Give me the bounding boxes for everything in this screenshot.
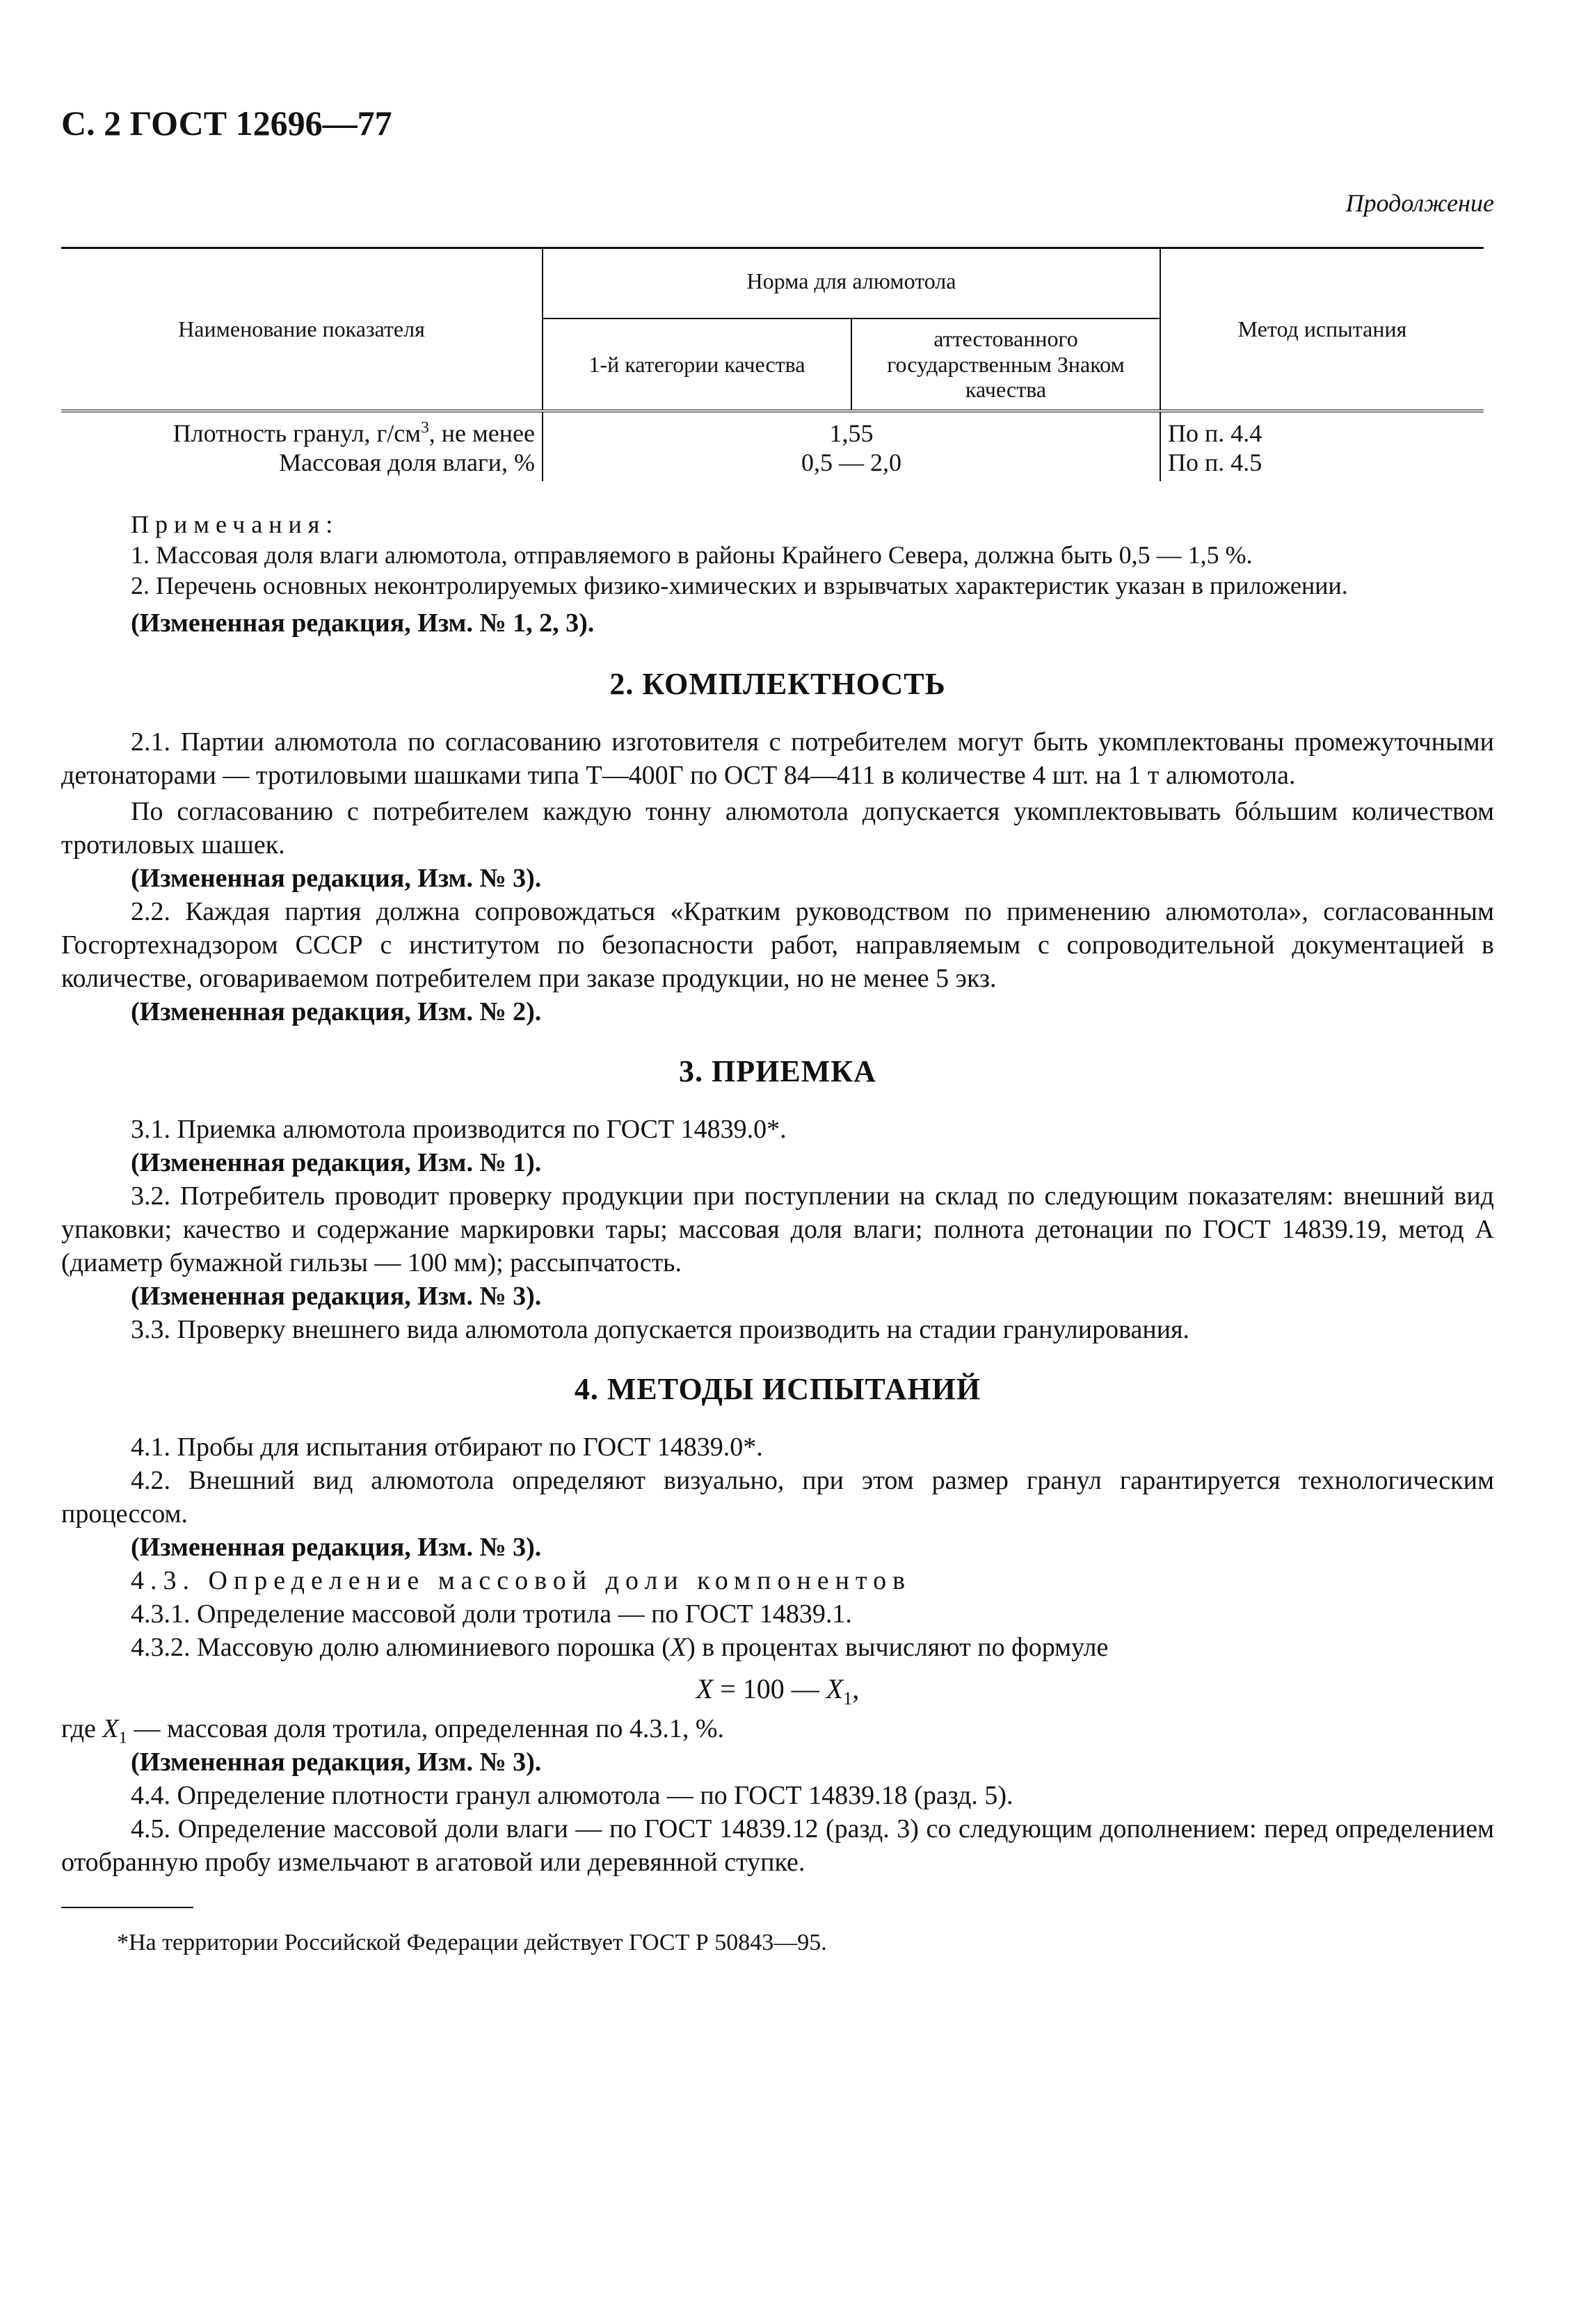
paragraph: 3.2. Потребитель проводит проверку продукции при поступлении на склад по следующим показателям: внешний вид упаковки; качество и содержание маркировки тары; массовая доля влаги; полнота детонации по ГОСТ 14839.19, метод А (диаметр бумажной гильзы — 100 мм); рассыпчатость. [61, 1181, 1494, 1277]
notes-title: Примечания: [131, 510, 339, 538]
page-header: С. 2 ГОСТ 12696—77 [61, 104, 392, 143]
table-row [61, 411, 1484, 448]
revision-note: (Измененная редакция, Изм. № 3). [131, 1747, 542, 1777]
paragraph: 4.2. Внешний вид алюмотола определяют визуально, при этом размер гранул гарантируется технологическим процессом. [61, 1465, 1494, 1528]
paragraph: 4.5. Определение массовой доли влаги — по ГОСТ 14839.12 (разд. 3) со следующим дополнением: перед определением отобранную пробу измельчают в агатовой или деревянной ступке. [61, 1814, 1494, 1877]
row-method: По п. 4.4 [1160, 411, 1484, 448]
revision-note: (Измененная редакция, Изм. № 3). [131, 863, 542, 893]
paragraph: 2.2. Каждая партия должна сопровождаться «Кратким руководством по применению алюмотола», согласованным Госгортехнадзором СССР с институтом по безопасности работ, направляемым с сопроводительной документацией в количестве, оговариваемом потребителем при заказе продукции, но не менее 5 экз. [61, 896, 1494, 993]
formula-explanation: где $X_1$ — массовая доля тротила, определенная по 4.3.1, %. [61, 1713, 724, 1748]
norms-table [61, 247, 1484, 481]
footnote-divider [61, 1907, 193, 1908]
row-name: Массовая доля влаги, % [279, 448, 535, 476]
revision-note: (Измененная редакция, Изм. № 2). [131, 996, 542, 1026]
revision-note: (Измененная редакция, Изм. № 1, 2, 3). [131, 608, 595, 638]
section-2-title: 2. КОМПЛЕКТНОСТЬ [609, 666, 946, 701]
subsection-heading: 4.3. Определение массовой доли компонентов [131, 1565, 912, 1595]
row-value: 1,55 [543, 411, 1160, 448]
note-item: 1. Массовая доля влаги алюмотола, отправляемого в районы Крайнего Севера, должна быть 0,5 — 1,5 %. [131, 540, 1253, 569]
header-indicator-name: Наименование показателя [61, 248, 543, 412]
document-page [61, 104, 1494, 1960]
header-norm-attested: аттестованного государственным Знаком качества [851, 318, 1160, 411]
section-4-title: 4. МЕТОДЫ ИСПЫТАНИЙ [574, 1371, 981, 1406]
revision-note: (Измененная редакция, Изм. № 3). [131, 1532, 542, 1562]
section-3-title: 3. ПРИЕМКА [679, 1054, 876, 1088]
paragraph: 4.3.1. Определение массовой доли тротила — по ГОСТ 14839.1. [131, 1599, 852, 1629]
revision-note: (Измененная редакция, Изм. № 1). [131, 1147, 542, 1177]
row-name: Плотность гранул, $г/см^3$, не менее [173, 419, 535, 448]
header-test-method: Метод испытания [1160, 248, 1484, 412]
row-value: 0,5 — 2,0 [543, 449, 1160, 481]
paragraph: 4.3.2. Массовую долю алюминиевого порошка (X) в процентах вычисляют по формуле [131, 1632, 1109, 1662]
paragraph: 4.4. Определение плотности гранул алюмотола — по ГОСТ 14839.18 (разд. 5). [131, 1780, 1013, 1810]
footnote: *На территории Российской Федерации действует ГОСТ Р 50843—95. [117, 1929, 827, 1955]
revision-note: (Измененная редакция, Изм. № 3). [131, 1281, 542, 1311]
paragraph: По согласованию с потребителем каждую тонну алюмотола допускается укомплектовывать бóльшим количеством тротиловых шашек. [61, 796, 1494, 860]
paragraph: 3.3. Проверку внешнего вида алюмотола допускается производить на стадии гранулирования. [131, 1314, 1190, 1344]
notes-block [61, 509, 1494, 641]
header-norm: Норма для алюмотола [543, 248, 1160, 318]
header-norm-category1: 1-й категории качества [543, 318, 851, 411]
paragraph: 4.1. Пробы для испытания отбирают по ГОСТ 14839.0*. [131, 1432, 763, 1462]
table-row [61, 449, 1484, 481]
continuation-label: Продолжение [1345, 189, 1494, 217]
paragraph: 2.1. Партии алюмотола по согласованию изготовителя с потребителем могут быть укомплектованы промежуточными детонаторами — тротиловыми шашками типа Т—400Г по ОСТ 84—411 в количестве 4 шт. на 1 т алюмотола. [61, 727, 1494, 790]
formula: X = 100 — $X_1$, [696, 1672, 860, 1709]
row-method: По п. 4.5 [1160, 449, 1484, 481]
paragraph: 3.1. Приемка алюмотола производится по ГОСТ 14839.0*. [131, 1114, 787, 1144]
note-item: 2. Перечень основных неконтролируемых физико-химических и взрывчатых характеристик указан в приложении. [131, 571, 1348, 599]
